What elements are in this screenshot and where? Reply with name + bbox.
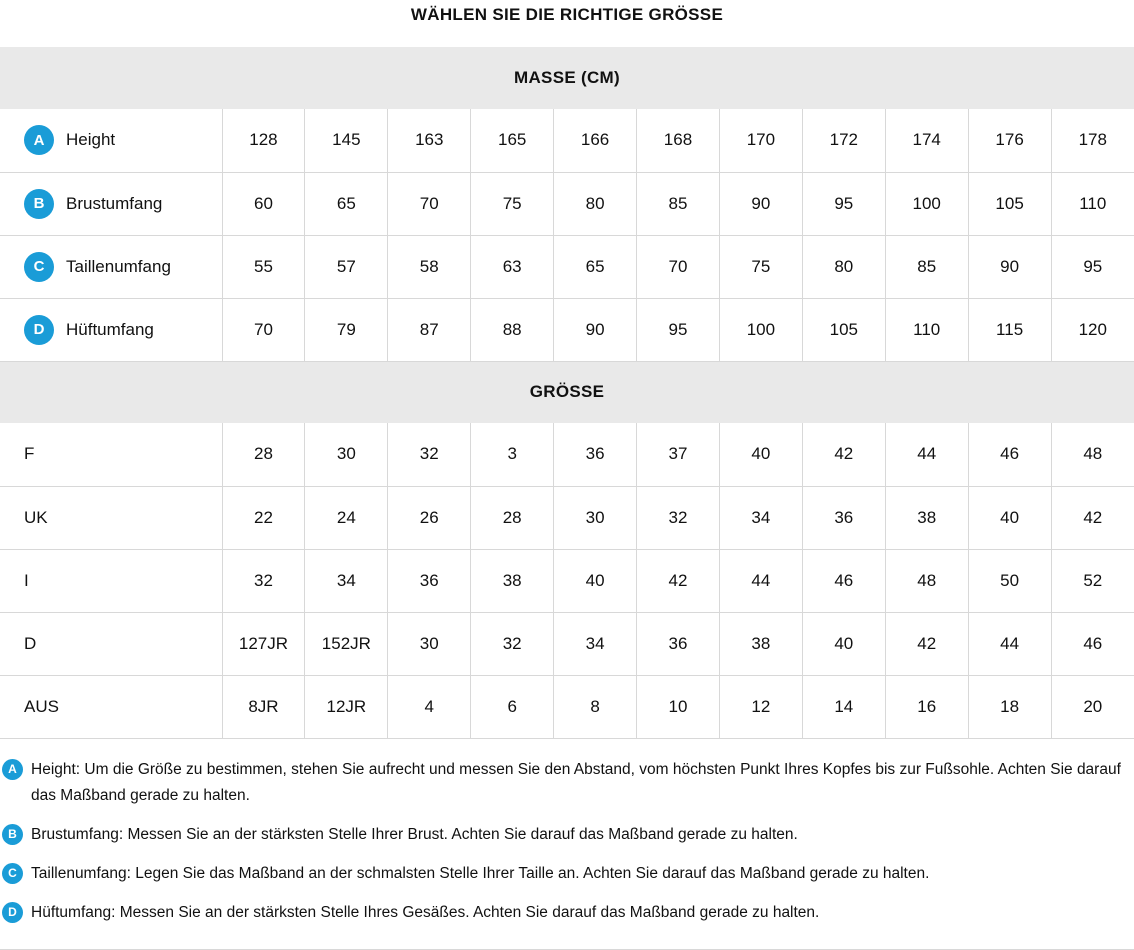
row-label: I	[24, 570, 29, 590]
footnote-text: Height: Um die Größe zu bestimmen, stehen Sie aufrecht und messen Sie den Abstand, vom höchsten Punkt Ihres Kopfes bis zur Fußsohle. Achten Sie darauf das Maßband gerade zu halten.	[31, 760, 1121, 804]
value-cell: 44	[968, 612, 1051, 675]
value-cell: 42	[885, 612, 968, 675]
value-cell: 115	[968, 298, 1051, 361]
row-label-wrap	[0, 676, 222, 738]
table-row	[0, 172, 1134, 235]
row-label-cell	[0, 612, 222, 675]
value-cell: 3	[471, 423, 554, 486]
value-cell: 14	[802, 675, 885, 738]
value-cell: 46	[1051, 612, 1134, 675]
row-label-wrap	[0, 109, 222, 172]
value-cell: 32	[471, 612, 554, 675]
value-cell: 70	[637, 235, 720, 298]
row-label-cell	[0, 423, 222, 486]
row-label-wrap	[0, 613, 222, 675]
value-cell: 80	[802, 235, 885, 298]
value-cell: 170	[719, 109, 802, 172]
value-cell: 55	[222, 235, 305, 298]
value-cell: 95	[637, 298, 720, 361]
table-row	[0, 109, 1134, 172]
row-label-wrap	[0, 173, 222, 235]
value-cell: 44	[885, 423, 968, 486]
value-cell: 26	[388, 486, 471, 549]
value-cell: 163	[388, 109, 471, 172]
value-cell: 16	[885, 675, 968, 738]
value-cell: 32	[388, 423, 471, 486]
value-cell: 34	[554, 612, 637, 675]
row-label: AUS	[24, 696, 59, 716]
value-cell: 168	[637, 109, 720, 172]
value-cell: 40	[802, 612, 885, 675]
value-cell: 28	[471, 486, 554, 549]
value-cell: 70	[222, 298, 305, 361]
row-label-wrap	[0, 236, 222, 298]
measure-letter-badge: A	[24, 125, 54, 155]
value-cell: 6	[471, 675, 554, 738]
value-cell: 90	[719, 172, 802, 235]
value-cell: 4	[388, 675, 471, 738]
value-cell: 34	[719, 486, 802, 549]
footnote	[2, 757, 1132, 809]
row-label-cell	[0, 235, 222, 298]
row-label-wrap	[0, 550, 222, 612]
size-table-body	[0, 47, 1134, 738]
value-cell: 32	[222, 549, 305, 612]
value-cell: 165	[471, 109, 554, 172]
value-cell: 75	[471, 172, 554, 235]
footnote-text: Hüftumfang: Messen Sie an der stärksten Stelle Ihres Gesäßes. Achten Sie darauf das Maßband gerade zu halten.	[31, 903, 820, 921]
value-cell: 42	[637, 549, 720, 612]
value-cell: 18	[968, 675, 1051, 738]
value-cell: 65	[554, 235, 637, 298]
value-cell: 127JR	[222, 612, 305, 675]
value-cell: 88	[471, 298, 554, 361]
value-cell: 40	[719, 423, 802, 486]
row-label-cell	[0, 486, 222, 549]
row-label: D	[24, 633, 37, 653]
footnote-text: Taillenumfang: Legen Sie das Maßband an der schmalsten Stelle Ihrer Taille an. Achten Sie darauf das Maßband gerade zu halten.	[31, 864, 930, 882]
table-row	[0, 423, 1134, 486]
footnote	[2, 822, 1132, 848]
value-cell: 60	[222, 172, 305, 235]
value-cell: 166	[554, 109, 637, 172]
value-cell: 48	[1051, 423, 1134, 486]
value-cell: 44	[719, 549, 802, 612]
section-header-row	[0, 47, 1134, 109]
value-cell: 100	[885, 172, 968, 235]
value-cell: 28	[222, 423, 305, 486]
value-cell: 36	[388, 549, 471, 612]
value-cell: 120	[1051, 298, 1134, 361]
row-label-wrap	[0, 423, 222, 486]
table-row	[0, 486, 1134, 549]
value-cell: 178	[1051, 109, 1134, 172]
value-cell: 58	[388, 235, 471, 298]
value-cell: 105	[802, 298, 885, 361]
value-cell: 8JR	[222, 675, 305, 738]
footnote-text: Brustumfang: Messen Sie an der stärksten Stelle Ihrer Brust. Achten Sie darauf das Maßband gerade zu halten.	[31, 825, 798, 843]
value-cell: 8	[554, 675, 637, 738]
table-row	[0, 612, 1134, 675]
value-cell: 152JR	[305, 612, 388, 675]
value-cell: 38	[471, 549, 554, 612]
value-cell: 20	[1051, 675, 1134, 738]
row-label: Hüftumfang	[66, 319, 154, 339]
measure-letter-badge: D	[24, 315, 54, 345]
value-cell: 12JR	[305, 675, 388, 738]
value-cell: 57	[305, 235, 388, 298]
value-cell: 79	[305, 298, 388, 361]
value-cell: 36	[554, 423, 637, 486]
value-cell: 174	[885, 109, 968, 172]
value-cell: 36	[637, 612, 720, 675]
value-cell: 65	[305, 172, 388, 235]
section-header-row	[0, 361, 1134, 423]
section-header: GRÖSSE	[0, 361, 1134, 423]
value-cell: 110	[1051, 172, 1134, 235]
value-cell: 87	[388, 298, 471, 361]
row-label-wrap	[0, 487, 222, 549]
size-chart-table	[0, 47, 1134, 739]
value-cell: 85	[637, 172, 720, 235]
value-cell: 110	[885, 298, 968, 361]
row-label-wrap	[0, 299, 222, 361]
value-cell: 38	[719, 612, 802, 675]
value-cell: 95	[1051, 235, 1134, 298]
value-cell: 80	[554, 172, 637, 235]
value-cell: 42	[1051, 486, 1134, 549]
value-cell: 52	[1051, 549, 1134, 612]
value-cell: 40	[968, 486, 1051, 549]
value-cell: 90	[968, 235, 1051, 298]
value-cell: 100	[719, 298, 802, 361]
footnotes	[0, 739, 1134, 950]
value-cell: 12	[719, 675, 802, 738]
value-cell: 38	[885, 486, 968, 549]
value-cell: 50	[968, 549, 1051, 612]
measure-letter-badge: C	[24, 252, 54, 282]
value-cell: 105	[968, 172, 1051, 235]
row-label: UK	[24, 507, 48, 527]
value-cell: 75	[719, 235, 802, 298]
value-cell: 70	[388, 172, 471, 235]
measure-letter-badge: B	[24, 189, 54, 219]
value-cell: 145	[305, 109, 388, 172]
row-label: Brustumfang	[66, 193, 163, 213]
value-cell: 36	[802, 486, 885, 549]
row-label-cell	[0, 172, 222, 235]
value-cell: 176	[968, 109, 1051, 172]
footnote	[2, 900, 1132, 926]
value-cell: 48	[885, 549, 968, 612]
value-cell: 46	[802, 549, 885, 612]
value-cell: 128	[222, 109, 305, 172]
value-cell: 30	[305, 423, 388, 486]
footnote-letter-badge: D	[2, 902, 23, 923]
row-label-cell	[0, 675, 222, 738]
value-cell: 22	[222, 486, 305, 549]
value-cell: 34	[305, 549, 388, 612]
table-row	[0, 675, 1134, 738]
value-cell: 46	[968, 423, 1051, 486]
value-cell: 32	[637, 486, 720, 549]
value-cell: 37	[637, 423, 720, 486]
footnote	[2, 861, 1132, 887]
footnote-letter-badge: B	[2, 824, 23, 845]
value-cell: 30	[388, 612, 471, 675]
table-row	[0, 549, 1134, 612]
section-header: MASSE (CM)	[0, 47, 1134, 109]
footnote-letter-badge: C	[2, 863, 23, 884]
value-cell: 63	[471, 235, 554, 298]
value-cell: 30	[554, 486, 637, 549]
value-cell: 42	[802, 423, 885, 486]
row-label-cell	[0, 298, 222, 361]
value-cell: 172	[802, 109, 885, 172]
row-label-cell	[0, 549, 222, 612]
row-label: F	[24, 444, 35, 464]
row-label-cell	[0, 109, 222, 172]
value-cell: 40	[554, 549, 637, 612]
value-cell: 95	[802, 172, 885, 235]
value-cell: 85	[885, 235, 968, 298]
value-cell: 10	[637, 675, 720, 738]
table-row	[0, 235, 1134, 298]
value-cell: 90	[554, 298, 637, 361]
row-label: Taillenumfang	[66, 256, 171, 276]
row-label: Height	[66, 130, 116, 150]
footnote-letter-badge: A	[2, 759, 23, 780]
value-cell: 24	[305, 486, 388, 549]
table-row	[0, 298, 1134, 361]
page-title: WÄHLEN SIE DIE RICHTIGE GRÖSSE	[410, 5, 724, 24]
